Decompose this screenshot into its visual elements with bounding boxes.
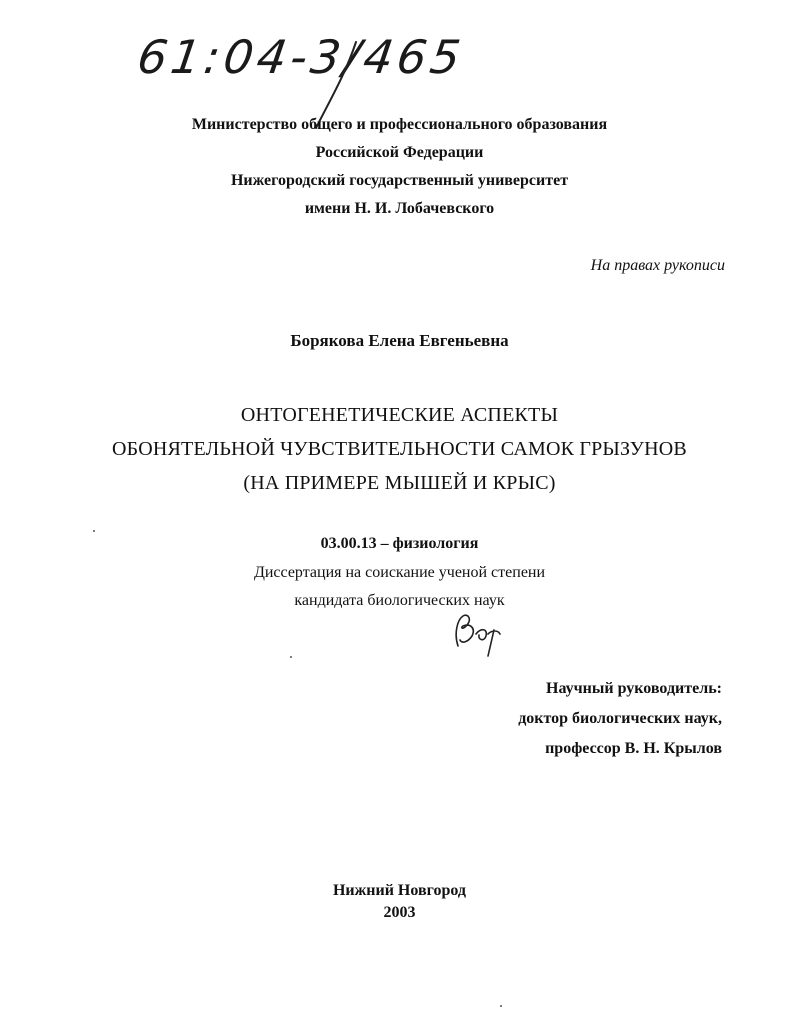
city-year-block xyxy=(0,880,799,924)
title-line-2: ОБОНЯТЕЛЬНОЙ ЧУВСТВИТЕЛЬНОСТИ САМОК ГРЫЗУНОВ xyxy=(112,438,687,460)
year: 2003 xyxy=(383,904,416,921)
supervisor-degree: доктор биологических наук, xyxy=(518,710,722,727)
handwritten-archive-number: 61:04-3/465 xyxy=(134,30,468,84)
institution-ministry: Министерство общего и профессионального образования xyxy=(191,116,608,133)
scan-speck xyxy=(500,1005,502,1007)
supervisor-heading: Научный руководитель: xyxy=(546,680,722,697)
institution-university: Нижегородский государственный университет xyxy=(230,172,569,189)
specialty-code: 03.00.13 – физиология xyxy=(320,535,479,552)
manuscript-note: На правах рукописи xyxy=(590,257,725,274)
dissertation-title xyxy=(0,398,799,500)
institution-federation: Российской Федерации xyxy=(315,144,484,161)
scan-speck xyxy=(93,530,95,532)
supervisor-block xyxy=(518,674,722,764)
scan-speck xyxy=(290,656,292,658)
dissertation-type xyxy=(0,559,799,615)
author-name: Борякова Елена Евгеньевна xyxy=(290,331,509,350)
title-line-3: (НА ПРИМЕРЕ МЫШЕЙ И КРЫС) xyxy=(243,472,556,494)
dissertation-line-1: Диссертация на соискание ученой степени xyxy=(253,564,546,581)
institution-block xyxy=(0,111,799,223)
dissertation-line-2: кандидата биологических наук xyxy=(294,592,505,609)
city: Нижний Новгород xyxy=(332,882,466,899)
supervisor-name: профессор В. Н. Крылов xyxy=(545,740,722,757)
title-line-1: ОНТОГЕНЕТИЧЕСКИЕ АСПЕКТЫ xyxy=(240,404,559,426)
institution-named-after: имени Н. И. Лобачевского xyxy=(304,200,495,217)
handwritten-signature xyxy=(448,606,504,662)
